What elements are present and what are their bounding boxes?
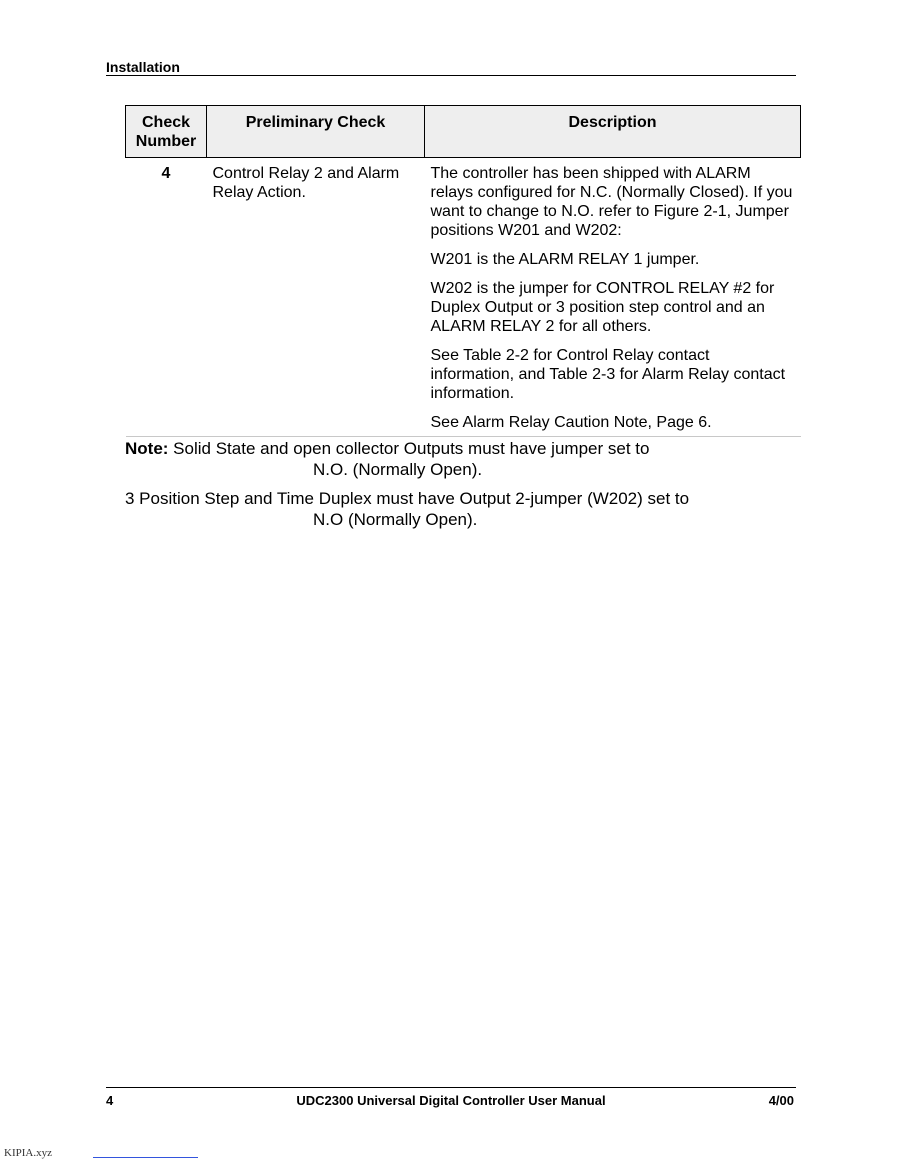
header-divider bbox=[106, 75, 796, 76]
preliminary-check-cell: Control Relay 2 and Alarm Relay Action. bbox=[207, 158, 425, 437]
note-text: 3 Position Step and Time Duplex must have Output 2-jumper (W202) set to bbox=[125, 489, 690, 508]
note-position-step bbox=[125, 488, 805, 530]
description-paragraph: See Alarm Relay Caution Note, Page 6. bbox=[430, 414, 712, 431]
watermark-link-underline[interactable] bbox=[93, 1157, 198, 1158]
check-number-cell: 4 bbox=[126, 158, 207, 437]
note-jumper-solid-state bbox=[125, 438, 805, 480]
description-paragraph: W201 is the ALARM RELAY 1 jumper. bbox=[430, 251, 700, 268]
watermark-text: KIPIA.xyz bbox=[4, 1147, 52, 1159]
table-header-row bbox=[126, 106, 801, 158]
description-cell bbox=[425, 158, 801, 437]
description-paragraph: W202 is the jumper for CONTROL RELAY #2 for Duplex Output or 3 position step control and an ALARM RELAY 2 for all others. bbox=[430, 280, 775, 335]
description-paragraph: See Table 2-2 for Control Relay contact information, and Table 2-3 for Alarm Relay contact information. bbox=[430, 347, 786, 402]
column-header-check-number: Check Number bbox=[126, 106, 207, 158]
table-row bbox=[126, 158, 801, 437]
footer-divider bbox=[106, 1087, 796, 1088]
note-text: Solid State and open collector Outputs must have jumper set to bbox=[168, 439, 650, 458]
section-title: Installation bbox=[106, 59, 180, 75]
note-text-continuation: N.O. (Normally Open). bbox=[313, 460, 483, 479]
column-header-preliminary-check: Preliminary Check bbox=[207, 106, 425, 158]
note-text-continuation: N.O (Normally Open). bbox=[313, 510, 478, 529]
manual-title: UDC2300 Universal Digital Controller User Manual bbox=[296, 1093, 606, 1108]
note-label: Note: bbox=[125, 439, 169, 458]
column-header-description: Description bbox=[425, 106, 801, 158]
revision-date: 4/00 bbox=[768, 1093, 794, 1108]
notes-block bbox=[125, 438, 805, 538]
description-paragraph: The controller has been shipped with ALARM relays configured for N.C. (Normally Closed). If you want to change to N.O. refer to Figure 2-1, Jumper positions W201 and W202: bbox=[430, 165, 793, 239]
preliminary-check-table bbox=[125, 105, 801, 437]
page-number: 4 bbox=[106, 1093, 114, 1108]
